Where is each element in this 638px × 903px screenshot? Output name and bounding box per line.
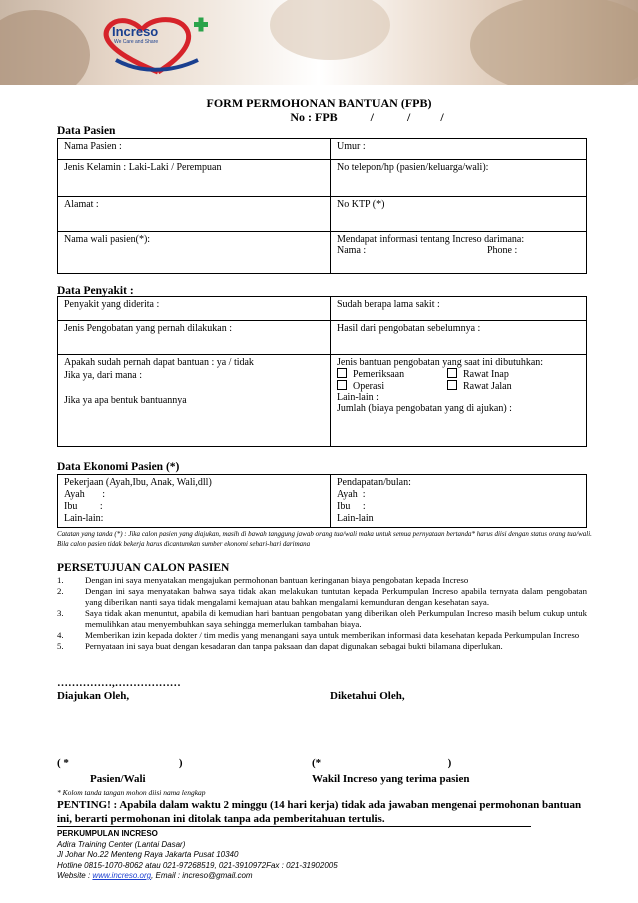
field-no-ktp[interactable]: No KTP (*) bbox=[331, 197, 587, 232]
field-nama-pasien[interactable]: Nama Pasien : bbox=[58, 139, 331, 160]
footer-address-1: Adira Training Center (Lantai Dasar) bbox=[57, 839, 186, 849]
footer-contact: Website : www.increso.org, Email : increso@gmail.com bbox=[57, 871, 253, 880]
field-jenis-kelamin[interactable]: Jenis Kelamin : Laki-Laki / Perempuan bbox=[58, 160, 331, 197]
consent-item bbox=[57, 641, 587, 652]
consent-number: 5. bbox=[57, 641, 64, 651]
option-rawat-jalan[interactable]: Rawat Jalan bbox=[447, 380, 512, 392]
field-nama-wali[interactable]: Nama wali pasien(*): bbox=[58, 232, 331, 274]
section-persetujuan: PERSETUJUAN CALON PASIEN bbox=[57, 562, 230, 574]
pekerjaan-ibu: Ibu : bbox=[64, 501, 103, 512]
field-pendapatan[interactable] bbox=[331, 475, 587, 528]
field-penyakit[interactable]: Penyakit yang diderita : bbox=[58, 297, 331, 321]
section-data-penyakit: Data Penyakit : bbox=[57, 285, 134, 297]
consent-item bbox=[57, 608, 587, 630]
field-umur[interactable]: Umur : bbox=[331, 139, 587, 160]
consent-item bbox=[57, 575, 587, 586]
consent-text: Dengan ini saya menyatakan bahwa saya tidak akan melakukan tuntutan kepada Perkumpulan Increso apabila ternyata dalam pengobatan yang diberikan nanti saya tidak mengalami kemajuan atau bahkan mengalami kemunduran dengan kesehatan saya. bbox=[85, 586, 587, 607]
footer-org: PERKUMPULAN INCRESO bbox=[57, 829, 158, 838]
footer-address-2: Jl Johar No.22 Menteng Raya Jakarta Pusat 10340 bbox=[57, 850, 239, 859]
field-lama-sakit[interactable]: Sudah berapa lama sakit : bbox=[331, 297, 587, 321]
banner-photo-center bbox=[270, 0, 390, 60]
field-alamat[interactable]: Alamat : bbox=[58, 197, 331, 232]
place-date-line[interactable]: ……………,……………… bbox=[57, 677, 181, 689]
field-hasil-pengobatan[interactable]: Hasil dari pengobatan sebelumnya : bbox=[331, 321, 587, 355]
form-number: No : FPB / / / bbox=[290, 110, 444, 124]
bantuan-dari-mana: Jika ya, dari mana : bbox=[64, 370, 143, 381]
signature-wakil[interactable]: (* ) bbox=[312, 757, 452, 769]
consent-text: Pernyataan ini saya buat dengan kesadaran dan tanpa paksaan dan dapat digunakan sebagai bukti bilamana diperlukan. bbox=[85, 641, 503, 651]
logo-text: Increso bbox=[112, 24, 159, 39]
jenis-bantuan-label: Jenis bantuan pengobatan yang saat ini dibutuhkan: bbox=[337, 357, 544, 368]
info-nama-label: Nama : bbox=[337, 245, 367, 256]
website-link[interactable]: www.increso.org bbox=[92, 871, 152, 880]
section-data-ekonomi: Data Ekonomi Pasien (*) bbox=[57, 461, 180, 473]
footer-hotline: Hotline 0815-1070-8062 atau 021-97268519, 021-3910972Fax : 021-31902005 bbox=[57, 860, 338, 870]
wakil-increso-label: Wakil Increso yang terima pasien bbox=[312, 773, 470, 785]
pendapatan-ayah: Ayah : bbox=[337, 489, 366, 500]
footer bbox=[57, 829, 338, 882]
consent-text: Memberikan izin kepada dokter / tim medis yang menangani saya untuk memberikan informasi data kesehatan kepada Perkumpulan Increso bbox=[85, 630, 580, 640]
field-info-increso[interactable] bbox=[331, 232, 587, 274]
info-phone-label: Phone : bbox=[487, 245, 518, 256]
field-jenis-pengobatan[interactable]: Jenis Pengobatan yang pernah dilakukan : bbox=[58, 321, 331, 355]
penting-notice: PENTING! : Apabila dalam waktu 2 minggu (14 hari kerja) tidak ada jawaban mengenai permohonan bantuan ini, berarti permohonan ini ditolak tanpa ada pemberitahuan tertulis. bbox=[57, 799, 582, 825]
table-data-penyakit bbox=[57, 296, 587, 447]
field-telepon[interactable]: No telepon/hp (pasien/keluarga/wali): bbox=[331, 160, 587, 197]
pendapatan-label: Pendapatan/bulan: bbox=[337, 477, 411, 488]
consent-text: Dengan ini saya menyatakan mengajukan permohonan bantuan keringanan biaya pengobatan kepada Increso bbox=[85, 575, 469, 585]
banner-photo-left bbox=[0, 10, 90, 85]
pendapatan-lain: Lain-lain bbox=[337, 513, 374, 524]
diketahui-oleh-label: Diketahui Oleh, bbox=[330, 690, 405, 702]
section-data-pasien: Data Pasien bbox=[57, 125, 116, 137]
form-title: FORM PERMOHONAN BANTUAN (FPB) bbox=[206, 96, 432, 110]
option-pemeriksaan[interactable]: Pemeriksaan bbox=[337, 368, 447, 380]
pekerjaan-label: Pekerjaan (Ayah,Ibu, Anak, Wali,dll) bbox=[64, 477, 212, 488]
footer-divider bbox=[57, 826, 531, 827]
consent-number: 2. bbox=[57, 586, 64, 596]
signature-pasien[interactable]: ( * ) bbox=[57, 757, 183, 769]
header-banner bbox=[0, 0, 638, 85]
checkbox-icon[interactable] bbox=[337, 368, 347, 378]
option-rawat-inap[interactable]: Rawat Inap bbox=[447, 368, 509, 380]
consent-item bbox=[57, 630, 587, 641]
diajukan-oleh-label: Diajukan Oleh, bbox=[57, 690, 130, 702]
consent-list bbox=[57, 575, 587, 652]
consent-text: Saya tidak akan menuntut, apabila di kemudian hari bantuan pengobatan yang diberikan oleh Perkumpulan Increso masih belum cukup untuk memulihkan atau menyembuhkan saya sehingga memerlukan tambahan biaya. bbox=[85, 608, 587, 629]
consent-number: 4. bbox=[57, 630, 64, 640]
consent-item bbox=[57, 586, 587, 608]
logo-tagline: We Care and Share bbox=[114, 39, 159, 45]
checkbox-icon[interactable] bbox=[337, 380, 347, 390]
kolom-note: * Kolom tanda tangan mohon diisi nama lengkap bbox=[57, 788, 206, 797]
pendapatan-ibu: Ibu : bbox=[337, 501, 366, 512]
bantuan-question: Apakah sudah pernah dapat bantuan : ya / tidak bbox=[64, 357, 254, 368]
pasien-wali-label: Pasien/Wali bbox=[90, 773, 146, 785]
catatan-note: Catatan yang tanda (*) : Jika calon pasien yang diajukan, masih di bawah tanggung jawab orang tua/wali maka untuk semua pernyataan bertanda* harus diisi dengan status orang tua/wali. Bila calon pasien tidak bekerja harus dicantumkan sumber ekonomi sehari-hari darimana bbox=[57, 530, 592, 548]
consent-number: 3. bbox=[57, 608, 64, 618]
table-data-pasien bbox=[57, 138, 587, 274]
pekerjaan-lain: Lain-lain: bbox=[64, 513, 104, 524]
lain-lain-label: Lain-lain : bbox=[337, 392, 379, 403]
checkbox-icon[interactable] bbox=[447, 368, 457, 378]
field-jenis-bantuan[interactable] bbox=[331, 355, 587, 447]
pekerjaan-ayah: Ayah : bbox=[64, 489, 106, 500]
option-operasi[interactable]: Operasi bbox=[337, 380, 447, 392]
bantuan-bentuk: Jika ya apa bentuk bantuannya bbox=[64, 395, 187, 406]
field-pekerjaan[interactable] bbox=[58, 475, 331, 528]
info-increso-label: Mendapat informasi tentang Increso darimana: bbox=[337, 234, 525, 245]
consent-number: 1. bbox=[57, 575, 64, 585]
field-bantuan-sebelumnya[interactable] bbox=[58, 355, 331, 447]
checkbox-icon[interactable] bbox=[447, 380, 457, 390]
table-data-ekonomi bbox=[57, 474, 587, 528]
jumlah-biaya-label: Jumlah (biaya pengobatan yang di ajukan) : bbox=[337, 403, 512, 414]
banner-photo-right bbox=[470, 0, 638, 85]
